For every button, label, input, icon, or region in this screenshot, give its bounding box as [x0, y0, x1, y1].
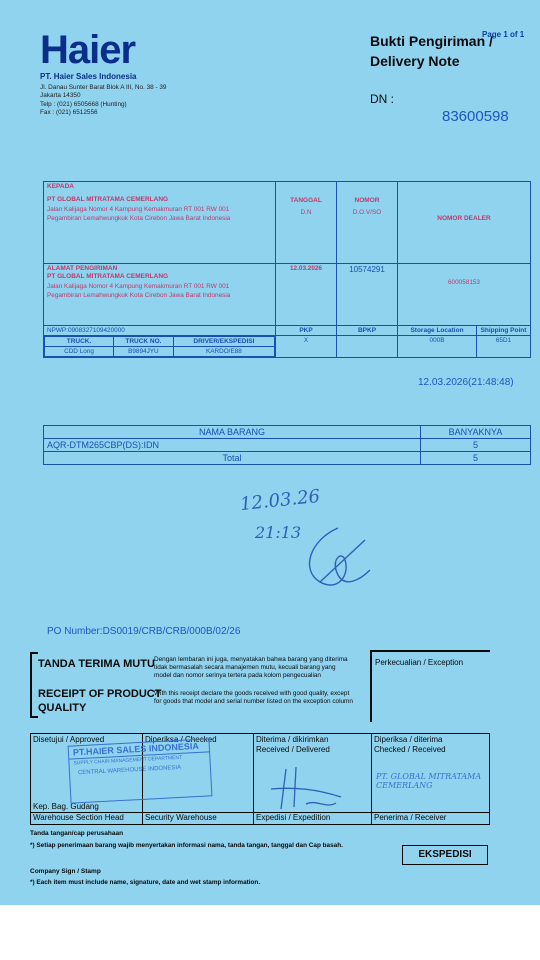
dn-date: 12.03.2026 — [290, 265, 322, 272]
dealer-cell — [398, 264, 531, 326]
nomor-header — [337, 182, 398, 264]
receipt-text-en: With this receipt declare the goods received with good quality, except for goods that model and serial number listed on the exception column — [154, 690, 353, 705]
item-name: AQR-DTM265CBP(DS):IDN — [44, 439, 421, 452]
received-label-en: Received / Delivered — [256, 745, 330, 754]
expedition-signature — [266, 759, 346, 814]
receiver-check-en: Checked / Received — [374, 745, 446, 754]
po-number: PO Number:DS0019/CRB/CRB/000B/02/26 — [47, 626, 241, 637]
handwritten-date: 12.03.26 — [239, 485, 322, 516]
divider — [371, 734, 372, 824]
npwp-cell — [44, 326, 276, 336]
date-cell — [276, 264, 337, 326]
bracket-top — [30, 652, 38, 654]
tanggal-sub: D.N — [300, 209, 312, 216]
receipt-title-id: TANDA TERIMA MUTU — [38, 658, 155, 670]
driver-label: DRIVER/EKSPEDISI — [173, 337, 274, 347]
haier-logo: Haier — [40, 28, 136, 72]
page-indicator: Page 1 of 1 — [482, 30, 525, 39]
checked-label: Diperiksa / Checked — [145, 735, 217, 744]
driver-name: KARDO/E88 — [173, 347, 274, 357]
order-number: 10574291 — [349, 265, 385, 274]
truck-label: TRUCK. — [45, 337, 114, 347]
truck-type: CDD Long — [45, 347, 114, 357]
dealer-label: NOMOR DEALER — [437, 215, 491, 222]
signature-grid — [30, 733, 490, 825]
npwp: NPWP:0908327109420000 — [47, 327, 125, 334]
phone-line: Telp : (021) 6505668 (Hunting) — [40, 100, 127, 108]
company-name: PT. Haier Sales Indonesia — [40, 72, 137, 81]
customer-address-2: Pegambiran Lemahwungkuk Kota Cirebon Jawa Barat Indonesia — [47, 215, 231, 222]
handwritten-signature — [290, 520, 380, 600]
handwritten-time: 21:13 — [255, 523, 302, 542]
warehouse-stamp — [68, 738, 213, 803]
stamp-line-1: PT.HAIER SALES INDONESIA — [72, 740, 200, 758]
security-label: Security Warehouse — [145, 813, 217, 822]
stamp-line-2: SUPPLY CHAIN MANAGEMENT DEPARTMENT — [69, 751, 209, 767]
tanggal-header — [276, 182, 337, 264]
truck-number: B9894JYU — [114, 347, 174, 357]
truck-cell — [44, 336, 276, 358]
section-head-en: Warehouse Section Head — [33, 813, 124, 822]
customer-address-1: Jalan Kalijaga Nomor 4 Kampung Kemakmuran RT 001 RW 001 — [47, 206, 230, 213]
footer-heading-en: Company Sign / Stamp — [30, 868, 101, 875]
order-cell — [337, 264, 398, 326]
bracket-left — [30, 652, 32, 718]
print-timestamp: 12.03.2026(21:48:48) — [418, 377, 514, 388]
expedition-label: Expedisi / Expedition — [256, 813, 331, 822]
customer-stamp: PT. GLOBAL MITRATAMA CEMERLANG — [376, 772, 482, 790]
received-label-id: Diterima / dikirimkan — [256, 735, 329, 744]
ship-address-2: Pegambiran Lemahwungkuk Kota Cirebon Jawa Barat Indonesia — [47, 292, 231, 299]
recipient-cell — [44, 182, 276, 264]
table-row — [44, 439, 531, 452]
alamat-label: ALAMAT PENGIRIMAN — [47, 265, 118, 272]
col-banyaknya: BANYAKNYA — [421, 426, 531, 439]
stamp-line-3: CENTRAL WAREHOUSE INDONESIA — [77, 764, 182, 777]
address-line: Jl. Danau Sunter Barat Blok A III, No. 38 - 39 — [40, 84, 167, 91]
items-table — [43, 425, 531, 465]
fax-line: Fax : (021) 6512556 — [40, 108, 98, 116]
doc-title-en: Delivery Note — [370, 53, 460, 69]
pkp-label: PKP — [276, 326, 337, 336]
customer-name: PT GLOBAL MITRATAMA CEMERLANG — [47, 196, 169, 203]
dn-number: 83600598 — [442, 108, 509, 125]
ship-name: PT GLOBAL MITRATAMA CEMERLANG — [47, 273, 169, 280]
kepada-label: KEPADA — [47, 183, 74, 190]
bpkp-label: BPKP — [337, 326, 398, 336]
address-line: Jakarta 14350 — [40, 92, 81, 100]
storage-label: Storage Location — [398, 326, 477, 336]
footer-note-en: *) Each item must include name, signature, date and wet stamp information. — [30, 879, 261, 886]
shipment-table — [43, 181, 531, 358]
nomor-sub: D.O.V/SO — [352, 209, 382, 216]
shipping-value: 65D1 — [477, 336, 531, 358]
tanggal-label: TANGGAL — [290, 197, 322, 204]
storage-value: 000B — [398, 336, 477, 358]
nomor-label: NOMOR — [354, 197, 380, 204]
exception-box — [370, 650, 490, 722]
exception-label: Perkecualian / Exception — [375, 658, 464, 667]
shipping-label: Shipping Point — [477, 326, 531, 336]
footer-heading-id: Tanda tangan/cap perusahaan — [30, 830, 124, 837]
receipt-block — [30, 652, 355, 718]
ship-address-1: Jalan Kalijaga Nomor 4 Kampung Kemakmuran RT 001 RW 001 — [47, 283, 230, 290]
shipping-address-cell — [44, 264, 276, 326]
doc-title-id: Bukti Pengiriman / — [370, 33, 493, 49]
receiver-label: Penerima / Receiver — [374, 813, 447, 822]
truck-subtable — [44, 336, 275, 357]
receipt-text-id: Dengan lembaran ini juga, menyatakan bahwa barang yang diterima tidak bermasalah secara manajemen mutu, kecuali barang yang model dan nomor serinya tertera pada kolom pengecualian — [154, 656, 348, 679]
bpkp-value — [337, 336, 398, 358]
item-qty: 5 — [421, 439, 531, 452]
dealer-number: 600058153 — [448, 279, 480, 286]
truck-no-label: TRUCK NO. — [114, 337, 174, 347]
total-qty: 5 — [421, 452, 531, 465]
dealer-header — [398, 182, 531, 264]
col-nama-barang: NAMA BARANG — [44, 426, 421, 439]
footer-note-id: *) Setiap penerimaan barang wajib menyertakan informasi nama, tanda tangan, tanggal dan Cap basah. — [30, 842, 343, 849]
ekspedisi-badge: EKSPEDISI — [402, 845, 488, 865]
bracket-bottom — [30, 716, 38, 718]
pkp-value: X — [276, 336, 337, 358]
receipt-title-en-1: RECEIPT OF PRODUCT — [38, 688, 162, 700]
receiver-check-id: Diperiksa / diterima — [374, 735, 443, 744]
dn-label: DN : — [370, 92, 394, 106]
divider — [253, 734, 254, 824]
section-head-id: Kep. Bag. Gudang — [33, 802, 99, 811]
receipt-title-en-2: QUALITY — [38, 702, 87, 714]
total-label: Total — [44, 452, 421, 465]
approved-label: Disetujui / Approved — [33, 735, 105, 744]
company-address — [40, 84, 166, 117]
